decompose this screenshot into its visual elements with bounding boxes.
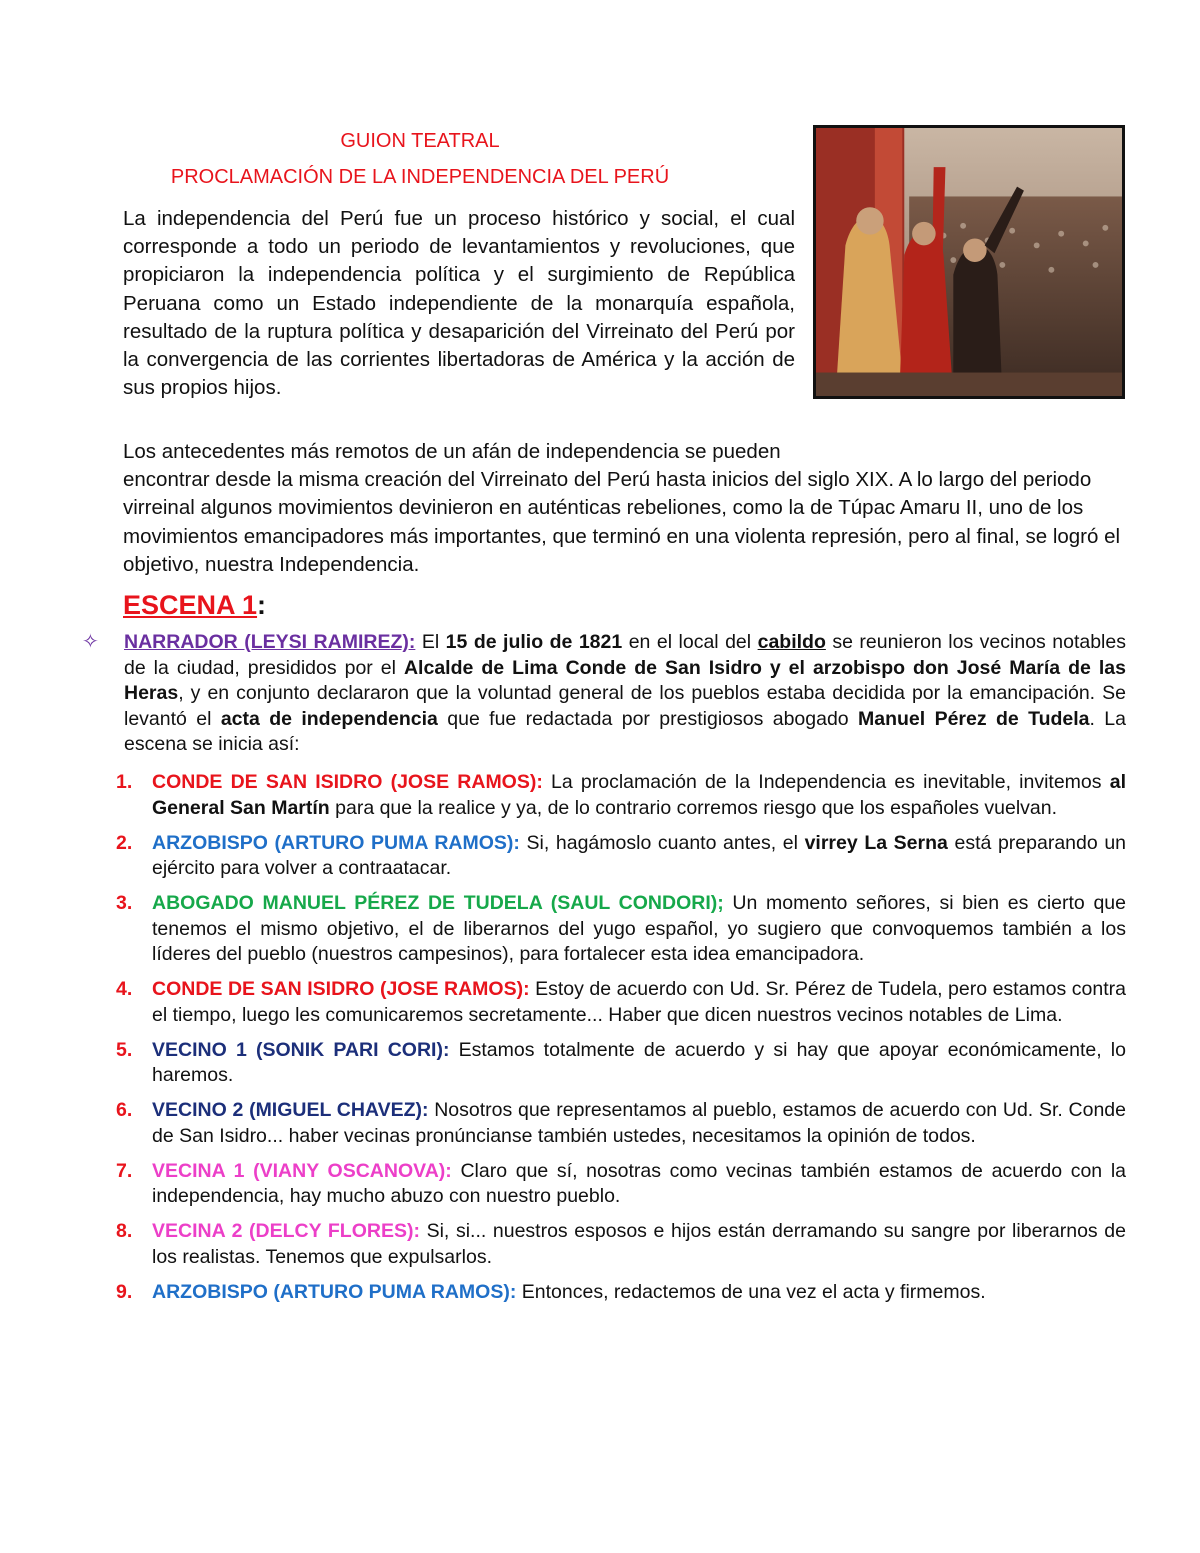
antecedentes-paragraph (123, 438, 1126, 579)
narrator-text-1: El (415, 631, 446, 653)
line-speaker: ARZOBISPO (ARTURO PUMA RAMOS): (152, 831, 520, 854)
line-number: 6. (116, 1099, 133, 1121)
document-title: GUION TEATRAL (340, 130, 500, 152)
narrator-text-6: . La escena se inicia así: (124, 707, 1126, 755)
scene-heading (123, 590, 266, 621)
line-text: Estamos totalmente de acuerdo y si hay que apoyar económicamente, lo haremos. (152, 1038, 1126, 1086)
narrator-text (124, 630, 1126, 758)
narrator-speaker: NARRADOR (LEYSI RAMIREZ): (124, 631, 416, 653)
narrator-alcalde: Alcalde de Lima Conde de San Isidro y el arzobispo don José María de las Heras (124, 656, 1126, 704)
painting-illustration (816, 128, 1122, 396)
line-text: Estoy de acuerdo con Ud. Sr. Pérez de Tudela, pero estamos contra el tiempo, luego les comunicaremos secretamente... Haber que dicen nuestros vecinos notables de Lima. (152, 978, 1126, 1026)
line-speaker: VECINA 1 (VIANY OSCANOVA): (152, 1159, 452, 1182)
narrator-text-2: en el local del (622, 631, 758, 653)
line-speaker: VECINO 1 (SONIK PARI CORI): (152, 1038, 450, 1061)
line-text-end: para que la realice y ya, de lo contrario corremos riesgo que los españoles vuelvan. (329, 796, 1058, 819)
line-number: 9. (116, 1280, 133, 1303)
line-number: 5. (116, 1038, 133, 1061)
antecedentes-first-line: Los antecedentes más remotos de un afán de independencia se pueden (123, 440, 781, 463)
line-text: Un momento señores, si bien es cierto que tenemos el mismo objetivo, el de liberarnos del yugo español, yo sugiero que convoquemos también a los líderes del pueblo (nuestros campesinos), para fortalecer esta idea emancipadora. (152, 892, 1126, 965)
line-text: Nosotros que representamos al pueblo, estamos de acuerdo con Ud. Sr. Conde de San Isidro... haber vecinas pronúncianse también ustedes, necesitamos la opinión de todos. (152, 1099, 1126, 1147)
line-text: Claro que sí, nosotras como vecinas también estamos de acuerdo con la independencia, hay mucho abuzo con nuestro pueblo. (152, 1159, 1126, 1207)
line-number: 4. (116, 978, 133, 1000)
line-number: 7. (116, 1159, 133, 1182)
line-speaker: VECINA 2 (DELCY FLORES): (152, 1220, 420, 1242)
narrator-abogado: Manuel Pérez de Tudela (858, 707, 1090, 730)
line-speaker: CONDE DE SAN ISIDRO (JOSE RAMOS): (152, 771, 543, 793)
antecedentes-rest: encontrar desde la misma creación del Virreinato del Perú hasta inicios del siglo XIX. A lo largo del periodo virreinal algunos movimientos devinieron en auténticas rebeliones, como la de Túpac Amaru II, uno de los movimientos emancipadores más importantes, que terminó en una violenta represión, pero al final, se logró el objetivo, nuestra Independencia. (123, 468, 1121, 576)
scene-label: ESCENA 1 (123, 590, 258, 620)
line-emphasis: al General San Martín (152, 771, 1126, 819)
line-emphasis: virrey La Serna (804, 831, 948, 854)
line-text-end: está preparando un ejército para volver a contraatacar. (152, 831, 1127, 879)
line-text: Si, hagámoslo cuanto antes, el (519, 831, 805, 854)
narrator-text-3: se reunieron los vecinos notables de la ciudad, presididos por el (124, 631, 1126, 679)
dialogue-line (82, 891, 1126, 968)
line-speaker: VECINO 2 (MIGUEL CHAVEZ): (152, 1099, 429, 1121)
diamond-bullet-icon: ✧ (82, 631, 99, 653)
narrator-acta: acta de independencia (220, 707, 438, 730)
line-number: 3. (116, 892, 133, 914)
dialogue-list (82, 770, 1126, 1315)
line-speaker: ABOGADO MANUEL PÉREZ DE TUDELA (SAUL CONDORI); (152, 892, 724, 914)
dialogue-line (82, 1098, 1126, 1149)
line-text: Si, si... nuestros esposos e hijos están derramando su sangre por liberarnos de los realistas. Tenemos que expulsarlos. (152, 1220, 1126, 1268)
dialogue-line (82, 977, 1126, 1028)
dialogue-line (82, 1159, 1126, 1210)
narrator-text-4: , y en conjunto declararon que la voluntad general de los pueblos estaba decidida por la emancipación. Se levantó el (124, 682, 1126, 730)
line-speaker: ARZOBISPO (ARTURO PUMA RAMOS): (152, 1280, 517, 1303)
dialogue-line (82, 831, 1126, 882)
proclamation-painting (813, 125, 1125, 399)
line-text: La proclamación de la Independencia es inevitable, invitemos (542, 771, 1110, 793)
narrator-cabildo: cabildo (757, 631, 826, 653)
scene-colon: : (257, 590, 267, 620)
line-text: Entonces, redactemos de una vez el acta y firmemos. (516, 1280, 986, 1303)
narrator-date: 15 de julio de 1821 (445, 631, 623, 653)
document-subtitle: PROCLAMACIÓN DE LA INDEPENDENCIA DEL PERÚ (170, 166, 670, 188)
dialogue-line (82, 770, 1126, 821)
dialogue-line (82, 1280, 1126, 1306)
dialogue-line (82, 1038, 1126, 1089)
intro-paragraph: La independencia del Perú fue un proceso histórico y social, el cual corresponde a todo un periodo de levantamientos y revoluciones, que propiciaron la independencia política y el surgimiento de República Peruana como un Estado independiente de la monarquía española, resultado de la ruptura política y desaparición del Virreinato del Perú por la convergencia de las corrientes libertadoras de América y la acción de sus propios hijos. (123, 207, 795, 400)
line-speaker: CONDE DE SAN ISIDRO (JOSE RAMOS): (152, 978, 530, 1000)
line-number: 8. (116, 1220, 133, 1242)
dialogue-line (82, 1219, 1126, 1270)
line-number: 1. (116, 771, 133, 793)
narrator-text-5: que fue redactada por prestigiosos abogado (437, 707, 859, 730)
line-number: 2. (116, 831, 133, 854)
narrator-block (82, 630, 1126, 758)
